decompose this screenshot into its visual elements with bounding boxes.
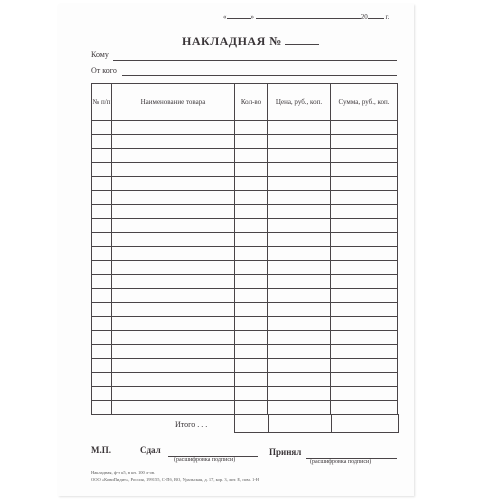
table-row <box>92 331 398 345</box>
table-cell <box>268 359 331 373</box>
table-cell <box>112 205 235 219</box>
table-cell <box>92 205 112 219</box>
table-row <box>92 191 398 205</box>
table-cell <box>92 191 112 205</box>
table-cell <box>112 247 235 261</box>
table-row <box>92 261 398 275</box>
table-cell <box>112 135 235 149</box>
table-cell <box>331 135 398 149</box>
table-cell <box>92 373 112 387</box>
column-header-product: Наименование товара <box>112 84 235 121</box>
table-row <box>92 373 398 387</box>
table-cell <box>112 121 235 135</box>
table-cell <box>92 317 112 331</box>
table-cell <box>112 303 235 317</box>
table-cell <box>331 205 398 219</box>
total-cells <box>234 414 399 433</box>
received-label: Принял <box>269 447 302 457</box>
table-cell <box>235 373 268 387</box>
table-cell <box>235 401 268 415</box>
table-cell <box>268 303 331 317</box>
total-label: Итого . . . <box>175 420 208 429</box>
table-cell <box>92 219 112 233</box>
table-row <box>92 345 398 359</box>
table-cell <box>235 275 268 289</box>
table-cell <box>268 345 331 359</box>
table-cell <box>268 247 331 261</box>
table-cell <box>235 261 268 275</box>
table-row <box>92 121 398 135</box>
table-cell <box>331 177 398 191</box>
table-cell <box>235 149 268 163</box>
table-cell <box>235 345 268 359</box>
table-cell <box>331 289 398 303</box>
table-cell <box>235 205 268 219</box>
table-cell <box>92 135 112 149</box>
goods-table <box>91 83 398 415</box>
table-cell <box>92 401 112 415</box>
table-cell <box>235 331 268 345</box>
table-cell <box>235 303 268 317</box>
table-cell <box>268 387 331 401</box>
table-cell <box>331 261 398 275</box>
table-cell <box>235 191 268 205</box>
table-row <box>92 219 398 233</box>
table-cell <box>112 149 235 163</box>
table-cell <box>268 261 331 275</box>
table-cell <box>331 149 398 163</box>
table-cell <box>331 303 398 317</box>
table-cell <box>268 401 331 415</box>
footer-line-1: Накладная, ф-т к5, в кн. 100 л-ов. <box>91 470 156 475</box>
to-field-line <box>113 60 397 61</box>
table-cell <box>268 233 331 247</box>
table-cell <box>235 219 268 233</box>
from-field-line <box>122 75 397 76</box>
table-cell <box>92 331 112 345</box>
table-cell <box>235 359 268 373</box>
table-cell <box>331 359 398 373</box>
table-cell <box>235 135 268 149</box>
table-cell <box>268 331 331 345</box>
date-open-quote: « <box>223 13 227 21</box>
table-cell <box>92 261 112 275</box>
table-cell <box>112 233 235 247</box>
column-header-number: № п/п <box>92 84 112 121</box>
table-row <box>92 135 398 149</box>
table-cell <box>331 191 398 205</box>
table-cell <box>112 275 235 289</box>
table-cell <box>331 373 398 387</box>
table-cell <box>331 275 398 289</box>
table-cell <box>112 289 235 303</box>
table-cell <box>235 163 268 177</box>
table-row <box>92 387 398 401</box>
table-cell <box>92 303 112 317</box>
table-cell <box>112 401 235 415</box>
table-cell <box>92 289 112 303</box>
gave-decode-hint: (расшифровка подписи) <box>174 457 236 463</box>
total-cell-divider <box>331 414 332 432</box>
table-cell <box>92 345 112 359</box>
table-cell <box>268 373 331 387</box>
table-row <box>92 275 398 289</box>
table-row <box>92 163 398 177</box>
table-cell <box>235 177 268 191</box>
table-cell <box>92 121 112 135</box>
table-row <box>92 401 398 415</box>
table-cell <box>331 331 398 345</box>
table-cell <box>112 261 235 275</box>
table-row <box>92 205 398 219</box>
table-cell <box>268 149 331 163</box>
table-cell <box>268 289 331 303</box>
table-cell <box>331 345 398 359</box>
table-row <box>92 177 398 191</box>
table-cell <box>331 163 398 177</box>
column-header-sum: Сумма, руб., коп. <box>331 84 398 121</box>
table-cell <box>112 177 235 191</box>
table-cell <box>112 219 235 233</box>
table-cell <box>92 275 112 289</box>
goods-table-header <box>92 84 398 121</box>
table-cell <box>92 233 112 247</box>
table-cell <box>112 331 235 345</box>
table-row <box>92 247 398 261</box>
table-row <box>92 359 398 373</box>
table-cell <box>331 401 398 415</box>
table-cell <box>235 233 268 247</box>
date-year-prefix: 20 <box>360 13 368 21</box>
invoice-number-blank <box>285 37 319 45</box>
table-cell <box>268 135 331 149</box>
table-row <box>92 289 398 303</box>
table-cell <box>268 275 331 289</box>
table-cell <box>92 247 112 261</box>
table-cell <box>235 387 268 401</box>
document-title <box>182 34 319 49</box>
table-cell <box>235 121 268 135</box>
from-label: От кого <box>91 66 117 75</box>
table-cell <box>331 317 398 331</box>
date-close-quote: » <box>250 13 254 21</box>
stamp-label: М.П. <box>91 445 111 455</box>
table-row <box>92 303 398 317</box>
table-cell <box>112 359 235 373</box>
table-cell <box>235 247 268 261</box>
table-cell <box>112 387 235 401</box>
table-cell <box>92 359 112 373</box>
table-cell <box>112 191 235 205</box>
table-cell <box>268 191 331 205</box>
table-cell <box>112 317 235 331</box>
date-year-blank <box>368 11 384 19</box>
column-header-price: Цена, руб., коп. <box>268 84 331 121</box>
table-row <box>92 233 398 247</box>
table-cell <box>331 219 398 233</box>
table-cell <box>268 163 331 177</box>
to-label: Кому <box>91 50 109 59</box>
footer-line-2: ООО «КовиПидит», Россия, 199155, С-Пб, ВО, Уральская, д. 17, кор. 3, лит. Е, пом. 1-Н <box>91 477 260 482</box>
table-row <box>92 149 398 163</box>
table-cell <box>92 149 112 163</box>
table-cell <box>112 345 235 359</box>
date-day-blank <box>227 11 251 19</box>
table-cell <box>331 121 398 135</box>
table-cell <box>268 317 331 331</box>
table-cell <box>112 163 235 177</box>
table-cell <box>268 177 331 191</box>
table-cell <box>92 387 112 401</box>
date-year-suffix: г. <box>385 13 390 21</box>
table-cell <box>92 163 112 177</box>
table-cell <box>112 373 235 387</box>
date-month-blank <box>256 11 361 19</box>
table-cell <box>235 289 268 303</box>
received-decode-hint: (расшифровка подписи) <box>310 459 372 465</box>
total-cell-divider <box>268 414 269 432</box>
table-row <box>92 317 398 331</box>
table-cell <box>331 387 398 401</box>
table-cell <box>331 247 398 261</box>
table-cell <box>268 121 331 135</box>
date-line <box>223 11 389 21</box>
table-cell <box>331 233 398 247</box>
column-header-quantity: Кол-во <box>235 84 268 121</box>
table-cell <box>92 177 112 191</box>
gave-label: Сдал <box>140 445 161 455</box>
table-cell <box>235 317 268 331</box>
document-title-text: НАКЛАДНАЯ № <box>182 34 282 48</box>
table-cell <box>268 205 331 219</box>
table-cell <box>268 219 331 233</box>
